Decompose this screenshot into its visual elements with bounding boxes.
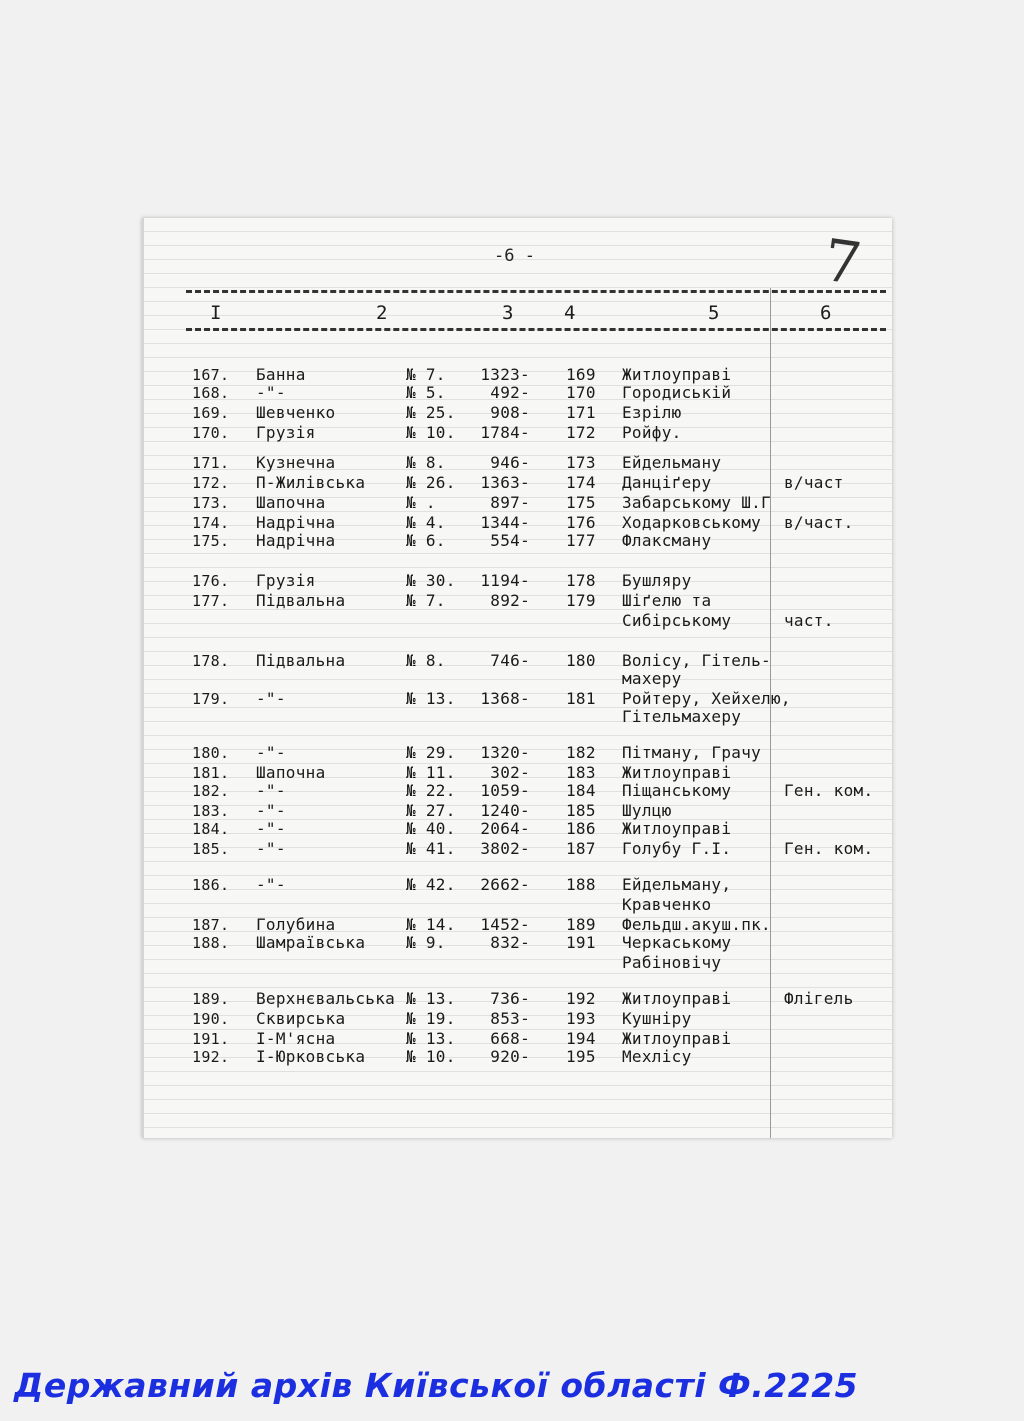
row-17-cell-4: 1320- — [480, 743, 530, 762]
row-22-cell-2: -"- — [256, 839, 286, 858]
column-header-5: 5 — [708, 302, 720, 324]
row-29-cell-1: 190. — [192, 1010, 230, 1028]
folio-number: 7 — [819, 225, 866, 299]
row-21-cell-6: Житлоуправі — [622, 819, 732, 838]
row-28-cell-5: 192 — [566, 989, 596, 1008]
row-19-cell-1: 182. — [192, 782, 230, 800]
row-15-cell-6: Ройтеру, Хейхелю, — [622, 689, 791, 708]
row-3-cell-3: № 25. — [406, 403, 456, 422]
row-6-cell-5: 174 — [566, 473, 596, 492]
row-10-cell-3: № 30. — [406, 571, 456, 590]
row-23-cell-1: 186. — [192, 876, 230, 894]
row-7-cell-2: Шапочна — [256, 493, 326, 512]
row-23-cell-6: Ейдельману, — [622, 875, 732, 894]
row-4-cell-4: 1784- — [480, 423, 530, 442]
row-3-cell-2: Шевченко — [256, 403, 336, 422]
row-11-cell-4: 892- — [490, 591, 530, 610]
row-23-cell-3: № 42. — [406, 875, 456, 894]
row-19-cell-7: Ген. ком. — [784, 781, 874, 800]
row-4-cell-2: Грузія — [256, 423, 316, 442]
row-7-cell-4: 897- — [490, 493, 530, 512]
column-header-2: 2 — [376, 302, 388, 324]
row-7-cell-1: 173. — [192, 494, 230, 512]
row-3-cell-5: 171 — [566, 403, 596, 422]
row-6-cell-2: П-Жилівська — [256, 473, 366, 492]
row-18-cell-1: 181. — [192, 764, 230, 782]
row-17-cell-6: Пітману, Грачу — [622, 743, 762, 762]
row-30-cell-5: 194 — [566, 1029, 596, 1048]
row-8-cell-5: 176 — [566, 513, 596, 532]
row-26-cell-2: Шамраївська — [256, 933, 366, 952]
row-22-cell-1: 185. — [192, 840, 230, 858]
column-header-4: 4 — [564, 302, 576, 324]
row-5-cell-4: 946- — [490, 453, 530, 472]
row-12-cell-7: част. — [784, 611, 834, 630]
row-5-cell-6: Ейдельману — [622, 453, 722, 472]
row-28-cell-7: Флігель — [784, 989, 854, 1008]
row-11-cell-6: Шіґелю та — [622, 591, 712, 610]
page-number: -6 - — [494, 246, 535, 266]
column-header-6: 6 — [820, 302, 832, 324]
row-9-cell-4: 554- — [490, 531, 530, 550]
row-1-cell-1: 167. — [192, 366, 230, 384]
row-26-cell-5: 191 — [566, 933, 596, 952]
row-26-cell-4: 832- — [490, 933, 530, 952]
row-13-cell-5: 180 — [566, 651, 596, 670]
row-25-cell-6: Фельдш.акуш.пк. — [622, 915, 771, 934]
row-21-cell-5: 186 — [566, 819, 596, 838]
row-10-cell-1: 176. — [192, 572, 230, 590]
row-2-cell-6: Городиській — [622, 383, 732, 402]
row-3-cell-6: Езрілю — [622, 403, 682, 422]
row-21-cell-2: -"- — [256, 819, 286, 838]
row-6-cell-4: 1363- — [480, 473, 530, 492]
row-15-cell-3: № 13. — [406, 689, 456, 708]
row-4-cell-1: 170. — [192, 424, 230, 442]
row-4-cell-6: Ройфу. — [622, 423, 682, 442]
row-25-cell-4: 1452- — [480, 915, 530, 934]
row-31-cell-3: № 10. — [406, 1047, 456, 1066]
row-26-cell-3: № 9. — [406, 933, 446, 952]
column-header-1: I — [210, 302, 222, 324]
row-10-cell-2: Грузія — [256, 571, 316, 590]
row-19-cell-3: № 22. — [406, 781, 456, 800]
row-6-cell-1: 172. — [192, 474, 230, 492]
row-20-cell-6: Шулцю — [622, 801, 672, 820]
row-22-cell-4: 3802- — [480, 839, 530, 858]
row-10-cell-6: Бушляру — [622, 571, 692, 590]
row-11-cell-2: Підвальна — [256, 591, 346, 610]
archive-caption: Державний архів Київської області Ф.2225 — [14, 1366, 859, 1405]
row-15-cell-4: 1368- — [480, 689, 530, 708]
row-20-cell-1: 183. — [192, 802, 230, 820]
row-8-cell-6: Ходарковському — [622, 513, 762, 532]
row-27-cell-6: Рабіновічу — [622, 953, 722, 972]
row-25-cell-1: 187. — [192, 916, 230, 934]
row-7-cell-3: № . — [406, 493, 436, 512]
row-28-cell-1: 189. — [192, 990, 230, 1008]
row-23-cell-5: 188 — [566, 875, 596, 894]
row-22-cell-5: 187 — [566, 839, 596, 858]
row-3-cell-4: 908- — [490, 403, 530, 422]
row-28-cell-2: Верхнєвальська — [256, 989, 396, 1008]
row-1-cell-3: № 7. — [406, 365, 446, 384]
row-1-cell-4: 1323- — [480, 365, 530, 384]
row-20-cell-2: -"- — [256, 801, 286, 820]
row-14-cell-6: махеру — [622, 669, 682, 688]
row-2-cell-4: 492- — [490, 383, 530, 402]
row-24-cell-6: Кравченко — [622, 895, 712, 914]
row-29-cell-4: 853- — [490, 1009, 530, 1028]
row-8-cell-7: в/част. — [784, 513, 854, 532]
row-29-cell-6: Кушніру — [622, 1009, 692, 1028]
row-2-cell-1: 168. — [192, 384, 230, 402]
row-30-cell-6: Житлоуправі — [622, 1029, 732, 1048]
row-11-cell-3: № 7. — [406, 591, 446, 610]
row-7-cell-5: 175 — [566, 493, 596, 512]
row-13-cell-2: Підвальна — [256, 651, 346, 670]
row-30-cell-1: 191. — [192, 1030, 230, 1048]
row-6-cell-7: в/част — [784, 473, 844, 492]
row-30-cell-3: № 13. — [406, 1029, 456, 1048]
row-13-cell-3: № 8. — [406, 651, 446, 670]
row-18-cell-5: 183 — [566, 763, 596, 782]
document-page — [142, 218, 892, 1138]
row-17-cell-3: № 29. — [406, 743, 456, 762]
row-9-cell-1: 175. — [192, 532, 230, 550]
row-9-cell-5: 177 — [566, 531, 596, 550]
row-3-cell-1: 169. — [192, 404, 230, 422]
row-15-cell-5: 181 — [566, 689, 596, 708]
row-12-cell-6: Сибірському — [622, 611, 732, 630]
row-30-cell-4: 668- — [490, 1029, 530, 1048]
row-2-cell-2: -"- — [256, 383, 286, 402]
row-19-cell-6: Піщанському — [622, 781, 732, 800]
row-5-cell-5: 173 — [566, 453, 596, 472]
row-25-cell-2: Голубина — [256, 915, 336, 934]
row-9-cell-2: Надрічна — [256, 531, 336, 550]
row-15-cell-1: 179. — [192, 690, 230, 708]
row-31-cell-5: 195 — [566, 1047, 596, 1066]
row-7-cell-6: Забарському Ш.Г — [622, 493, 771, 512]
row-6-cell-3: № 26. — [406, 473, 456, 492]
row-13-cell-1: 178. — [192, 652, 230, 670]
row-28-cell-6: Житлоуправі — [622, 989, 732, 1008]
row-2-cell-3: № 5. — [406, 383, 446, 402]
row-26-cell-1: 188. — [192, 934, 230, 952]
row-25-cell-5: 189 — [566, 915, 596, 934]
row-22-cell-7: Ген. ком. — [784, 839, 874, 858]
row-13-cell-4: 746- — [490, 651, 530, 670]
row-10-cell-4: 1194- — [480, 571, 530, 590]
row-29-cell-2: Сквирська — [256, 1009, 346, 1028]
row-31-cell-4: 920- — [490, 1047, 530, 1066]
row-28-cell-4: 736- — [490, 989, 530, 1008]
row-10-cell-5: 178 — [566, 571, 596, 590]
row-22-cell-3: № 41. — [406, 839, 456, 858]
row-8-cell-1: 174. — [192, 514, 230, 532]
row-5-cell-3: № 8. — [406, 453, 446, 472]
row-5-cell-1: 171. — [192, 454, 230, 472]
row-22-cell-6: Голубу Г.І. — [622, 839, 732, 858]
row-16-cell-6: Гітельмахеру — [622, 707, 742, 726]
row-2-cell-5: 170 — [566, 383, 596, 402]
row-31-cell-6: Мехлісу — [622, 1047, 692, 1066]
row-31-cell-2: I-Юрковська — [256, 1047, 366, 1066]
column-header-3: 3 — [502, 302, 514, 324]
row-11-cell-5: 179 — [566, 591, 596, 610]
row-4-cell-5: 172 — [566, 423, 596, 442]
row-19-cell-5: 184 — [566, 781, 596, 800]
header-bottom-rule — [186, 328, 886, 331]
row-1-cell-6: Житлоуправі — [622, 365, 732, 384]
row-29-cell-5: 193 — [566, 1009, 596, 1028]
row-21-cell-1: 184. — [192, 820, 230, 838]
column-divider — [770, 288, 771, 1138]
row-20-cell-5: 185 — [566, 801, 596, 820]
row-1-cell-5: 169 — [566, 365, 596, 384]
row-23-cell-2: -"- — [256, 875, 286, 894]
row-18-cell-6: Житлоуправі — [622, 763, 732, 782]
row-18-cell-3: № 11. — [406, 763, 456, 782]
row-17-cell-2: -"- — [256, 743, 286, 762]
row-20-cell-3: № 27. — [406, 801, 456, 820]
row-26-cell-6: Черкаському — [622, 933, 732, 952]
row-17-cell-5: 182 — [566, 743, 596, 762]
row-5-cell-2: Кузнечна — [256, 453, 336, 472]
row-8-cell-4: 1344- — [480, 513, 530, 532]
row-4-cell-3: № 10. — [406, 423, 456, 442]
row-13-cell-6: Волісу, Гітель- — [622, 651, 771, 670]
row-19-cell-2: -"- — [256, 781, 286, 800]
row-11-cell-1: 177. — [192, 592, 230, 610]
row-8-cell-3: № 4. — [406, 513, 446, 532]
row-15-cell-2: -"- — [256, 689, 286, 708]
row-31-cell-1: 192. — [192, 1048, 230, 1066]
row-23-cell-4: 2662- — [480, 875, 530, 894]
row-17-cell-1: 180. — [192, 744, 230, 762]
row-21-cell-3: № 40. — [406, 819, 456, 838]
header-top-rule — [186, 290, 886, 293]
row-18-cell-4: 302- — [490, 763, 530, 782]
row-30-cell-2: I-М'ясна — [256, 1029, 336, 1048]
row-8-cell-2: Надрічна — [256, 513, 336, 532]
row-29-cell-3: № 19. — [406, 1009, 456, 1028]
row-9-cell-6: Флаксману — [622, 531, 712, 550]
row-1-cell-2: Банна — [256, 365, 306, 384]
row-18-cell-2: Шапочна — [256, 763, 326, 782]
row-21-cell-4: 2064- — [480, 819, 530, 838]
row-25-cell-3: № 14. — [406, 915, 456, 934]
row-6-cell-6: Данціґеру — [622, 473, 712, 492]
row-28-cell-3: № 13. — [406, 989, 456, 1008]
row-20-cell-4: 1240- — [480, 801, 530, 820]
row-19-cell-4: 1059- — [480, 781, 530, 800]
row-9-cell-3: № 6. — [406, 531, 446, 550]
